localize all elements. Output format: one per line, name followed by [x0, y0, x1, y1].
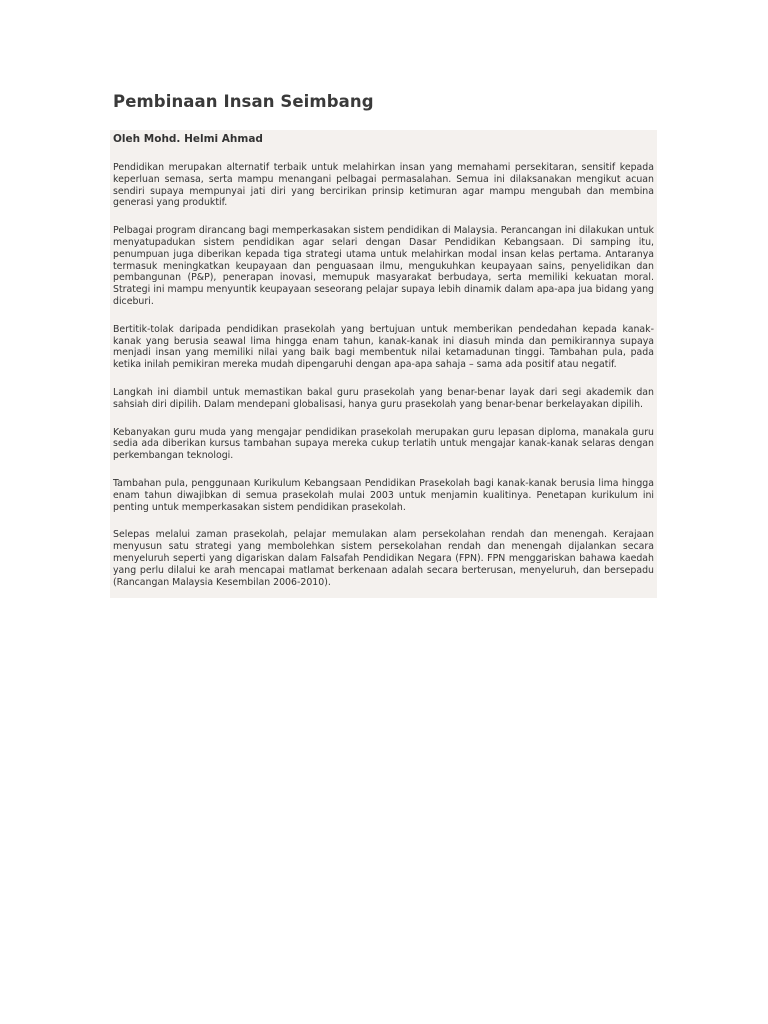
paragraph-2: Pelbagai program dirancang bagi memperkasakan sistem pendidikan di Malaysia. Perancangan ini dilakukan untuk menyatupadukan sistem pendidikan agar selari dengan Dasar Pendidikan Kebangsaan. Di samping itu, penumpuan juga diberikan kepada tiga strategi utama untuk melahirkan modal insan kelas pertama. Antaranya termasuk meningkatkan keupayaan dan penguasaan ilmu, mengukuhkan keupayaan sains, penyelidikan dan pembangunan (P&P), penerapan inovasi, memupuk masyarakat berbudaya, serta memiliki kekuatan moral. Strategi ini mampu menyuntik keupayaan seseorang pelajar supaya lebih dinamik dalam apa-apa jua bidang yang diceburi. [113, 225, 654, 307]
paragraph-7: Selepas melalui zaman prasekolah, pelajar memulakan alam persekolahan rendah dan menengah. Kerajaan menyusun satu strategi yang membolehkan sistem persekolahan rendah dan menengah dijalankan secara menyeluruh seperti yang digariskan dalam Falsafah Pendidikan Negara (FPN). FPN menggariskan bahawa kaedah yang perlu dilalui ke arah mencapai matlamat berkenaan adalah secara berterusan, menyeluruh, dan bersepadu (Rancangan Malaysia Kesembilan 2006-2010). [113, 529, 654, 588]
paragraph-4: Langkah ini diambil untuk memastikan bakal guru prasekolah yang benar-benar layak dari segi akademik dan sahsiah diri dipilih. Dalam mendepani globalisasi, hanya guru prasekolah yang benar-benar berkelayakan dipilih. [113, 386, 654, 410]
paragraph-5: Kebanyakan guru muda yang mengajar pendidikan prasekolah merupakan guru lepasan diploma, manakala guru sedia ada diberikan kursus tambahan supaya mereka cukup terlatih untuk mengajar kanak-kanak selaras dengan perkembangan teknologi. [113, 426, 654, 462]
paragraph-6: Tambahan pula, penggunaan Kurikulum Kebangsaan Pendidikan Prasekolah bagi kanak-kanak berusia lima hingga enam tahun diwajibkan di semua prasekolah mulai 2003 untuk menjamin kualitinya. Penetapan kurikulum ini penting untuk memperkasakan sistem pendidikan prasekolah. [113, 477, 654, 513]
article-byline: Oleh Mohd. Helmi Ahmad [113, 133, 263, 145]
article-body [110, 130, 657, 598]
paragraph-3: Bertitik-tolak daripada pendidikan prasekolah yang bertujuan untuk memberikan pendedahan kepada kanak-kanak yang berusia seawal lima hingga enam tahun, kanak-kanak ini diasuh minda dan pemikirannya supaya menjadi insan yang memiliki nilai yang baik bagi membentuk nilai ketamadunan tinggi. Tambahan pula, pada ketika inilah pemikiran mereka mudah dipengaruhi dengan apa-apa sahaja – sama ada positif atau negatif. [113, 323, 654, 371]
article-title: Pembinaan Insan Seimbang [113, 92, 374, 111]
paragraph-1: Pendidikan merupakan alternatif terbaik untuk melahirkan insan yang memahami persekitaran, sensitif kepada keperluan semasa, serta mampu menangani pelbagai permasalahan. Semua ini dilaksanakan mengikut acuan sendiri supaya mempunyai jati diri yang bercirikan prinsip ketimuran agar mampu mengubah dan membina generasi yang produktif. [113, 162, 654, 209]
